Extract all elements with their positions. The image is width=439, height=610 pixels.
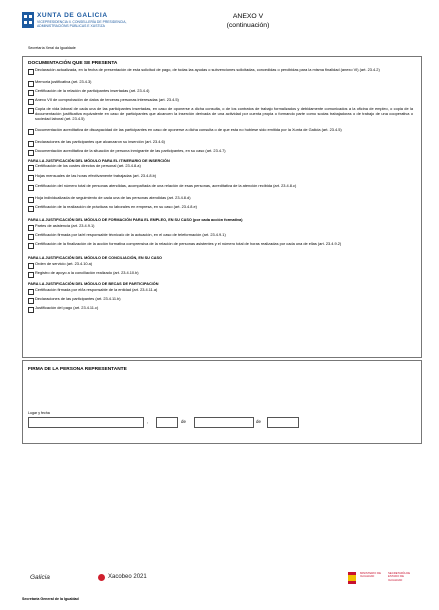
month-field[interactable] xyxy=(194,417,254,428)
doc-item: Copia de vida laboral de cada una de las participantes insertadas, en caso de oponerse a dicha consulta, o de los contratos de trabajo formalizados y debidamente comunicados a la oficina de empleo, o copia de la documentación justificativa equivalente en caso de participantes que alcancen la inserción derivada de una actividad por cuenta propia o formando parte como socias trabajadoras o de trabajo de una cooperativa o sociedad laboral (art. 23.4.5) xyxy=(28,107,413,122)
checkbox[interactable] xyxy=(28,175,34,181)
checkbox[interactable] xyxy=(28,197,34,203)
checkbox[interactable] xyxy=(28,307,34,313)
day-field[interactable] xyxy=(156,417,178,428)
doc-item: Declaraciones de las participantes que alcanzaron su inserción (art. 23.4.6) xyxy=(28,140,413,145)
doc-item: Certificación del número total de personas atendidas, acompañada de una relación de esas personas, acreditativa de la atención recibida (art. 23.4.8.c) xyxy=(28,184,413,189)
section-heading: PARA LA JUSTIFICACIÓN DEL MÓDULO DE BECAS DE PARTICIPACIÓN xyxy=(28,282,159,286)
documents-section xyxy=(22,56,422,358)
place-date-label: Lugar y fecha xyxy=(28,411,50,415)
doc-item: Documentación acreditativa de discapacidad de las participantes en caso de oponerse a dicha consulta o de que esta no hubiese sido emitida por la Xunta de Galicia (art. 23.4.5) xyxy=(28,128,413,133)
checkbox[interactable] xyxy=(28,81,34,87)
checkbox[interactable] xyxy=(28,206,34,212)
doc-item: Certificación firmada por la/el responsable técnica/o de la actuación, en el caso de teleformación (art. 23.4.9.1) xyxy=(28,233,413,238)
ministry-name: MINISTERIO DE IGUALDAD xyxy=(360,571,381,579)
footer xyxy=(22,572,422,602)
checkbox[interactable] xyxy=(28,289,34,295)
checkbox[interactable] xyxy=(28,129,34,135)
spain-government-logo xyxy=(348,572,416,584)
doc-item: Certificación firmada por el/la responsable de la entidad (art. 23.4.11.a) xyxy=(28,288,413,293)
checkbox[interactable] xyxy=(28,234,34,240)
department-name: VICEPRESIDENCIA II. CONSELLERÍA DE PRESIDENCIA, ADMINISTRACIÓNS PÚBLICAS E XUSTIZA xyxy=(37,20,127,29)
annex-sublabel: (continuación) xyxy=(226,22,270,29)
doc-item: Certificación de los costes directos de personal (art. 23.4.8.a) xyxy=(28,164,413,169)
header xyxy=(22,6,422,54)
checkbox[interactable] xyxy=(28,141,34,147)
doc-item: Certificación de la realización de prácticas no laborales en empresa, en su caso (art. 23.4.8.e) xyxy=(28,205,413,210)
signature-section xyxy=(22,360,422,444)
doc-item: Anexo VII de comprobación de datos de terceras personas interesadas (art. 23.4.5) xyxy=(28,98,413,103)
doc-item: Certificación de la finalización de la acción formativa comprensiva de la relación de personas asistentes y el número total de horas realizadas por cada una de ellas (art. 23.4.9.2) xyxy=(28,242,413,247)
signature-title: FIRMA DE LA PERSONA REPRESENTANTE xyxy=(28,367,127,372)
checkbox[interactable] xyxy=(28,150,34,156)
doc-item: Memoria justificativa (art. 23.4.3) xyxy=(28,80,413,85)
subdepartment-name: Secretaría Xeral da Igualdade xyxy=(28,46,76,50)
checkbox[interactable] xyxy=(28,108,34,114)
doc-item: Hoja individualizada de seguimiento de cada una de las personas atendidas (art. 23.4.8.d) xyxy=(28,196,413,201)
section-heading: PARA LA JUSTIFICACIÓN DEL MÓDULO PARA EL ITINERARIO DE INSERCIÓN xyxy=(28,159,170,163)
doc-item: Documentación acreditativa de la situación de persona inmigrante de las participantes, en su caso (art. 23.4.7) xyxy=(28,149,413,154)
doc-item: Declaraciones de las participantes (art. 23.4.11.b) xyxy=(28,297,413,302)
annex-label: ANEXO V xyxy=(232,13,264,20)
checkbox[interactable] xyxy=(28,90,34,96)
org-name: XUNTA DE GALICIA xyxy=(37,12,108,19)
xacobeo-logo-icon xyxy=(98,574,105,581)
section-heading: PARA LA JUSTIFICACIÓN DEL MÓDULO DE CONCILIACIÓN, EN SU CASO xyxy=(28,256,162,260)
xacobeo-logo: Xacobeo 2021 xyxy=(108,574,147,580)
checkbox[interactable] xyxy=(28,99,34,105)
footer-text: Secretaría General de la Igualdad xyxy=(22,597,79,601)
doc-item: Registro de apoyo a la conciliación realizado (art. 23.4.10.b) xyxy=(28,271,413,276)
spain-flag-icon xyxy=(348,572,356,584)
checkbox[interactable] xyxy=(28,263,34,269)
annex-title xyxy=(218,12,278,30)
doc-item: Hojas mensuales de las horas efectivamente trabajadas (art. 23.4.8.b) xyxy=(28,174,413,179)
checkbox[interactable] xyxy=(28,298,34,304)
doc-item: Partes de asistencia (art. 23.4.9.1) xyxy=(28,224,413,229)
doc-item: Justificación del pago (art. 23.4.11.c) xyxy=(28,306,413,311)
doc-item: Orden de servicio (art. 23.4.10.a) xyxy=(28,262,413,267)
galicia-logo: Galicia xyxy=(30,574,50,581)
place-field[interactable] xyxy=(28,417,144,428)
de-separator: de xyxy=(256,419,261,424)
checkbox[interactable] xyxy=(28,165,34,171)
doc-item: Certificación de la relación de participantes insertadas (art. 23.4.4) xyxy=(28,89,413,94)
comma-separator: , xyxy=(147,419,149,424)
doc-item: Declaración actualizada, en la fecha de presentación de esta solicitud de pago, de todas las ayudas o subvenciones solicitadas, concedidas o percibidas para la misma finalidad (anexo VI) (art. 23.4.2) xyxy=(28,68,413,73)
checkbox[interactable] xyxy=(28,243,34,249)
checkbox[interactable] xyxy=(28,272,34,278)
de-separator: de xyxy=(181,419,186,424)
checkbox[interactable] xyxy=(28,225,34,231)
year-field[interactable] xyxy=(267,417,299,428)
checkbox[interactable] xyxy=(28,185,34,191)
documents-title: DOCUMENTACIÓN QUE SE PRESENTA xyxy=(28,61,118,66)
secretariat-name: SECRETARÍA DE ESTADO DE IGUALDAD xyxy=(388,571,411,582)
section-heading: PARA LA JUSTIFICACIÓN DEL MÓDULO DE FORMACIÓN PARA EL EMPLEO, EN SU CASO (por cada acción formativa) xyxy=(28,218,243,222)
xunta-shield-icon xyxy=(22,12,34,28)
checkbox[interactable] xyxy=(28,69,34,75)
